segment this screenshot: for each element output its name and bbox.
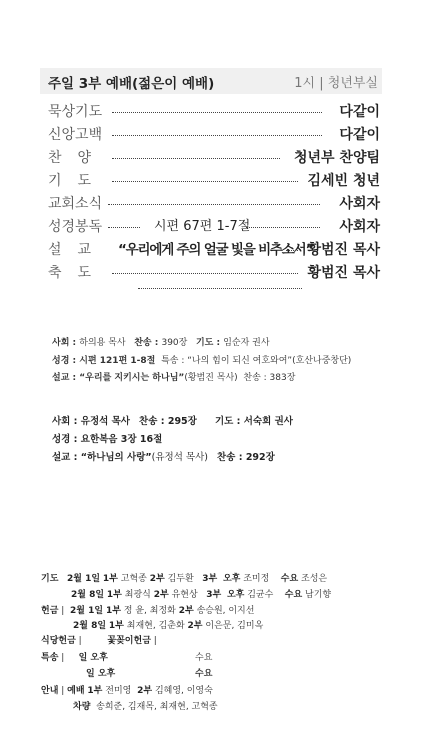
leader-dots: [108, 204, 320, 205]
block1-line: 설교 : “우리를 지키시는 하나님”(황범진 목사) 찬송 : 383장: [52, 373, 296, 383]
order-row: [48, 147, 380, 167]
order-leader: 황범진 목사: [307, 265, 380, 281]
order-label: 묵상기도: [48, 104, 103, 120]
order-label: 교회소식: [48, 196, 103, 212]
order-row: [48, 101, 380, 121]
order-row: [48, 193, 380, 213]
order-leader: 청년부 찬양팀: [293, 150, 380, 166]
order-label: 성경봉독: [48, 219, 103, 235]
leader-dots: [108, 227, 140, 228]
block1-line: 사회 : 하의용 목사 찬송 : 390장 기도 : 임순자 권사: [52, 338, 270, 348]
special-song-row: 특송 | 일 오후: [41, 653, 108, 663]
service-header: [40, 68, 382, 94]
leader-dots: [112, 158, 280, 159]
special-song-row: 일 오후: [86, 669, 116, 679]
order-label: 기도: [48, 173, 108, 189]
order-leader: 사회자: [339, 196, 380, 212]
block2-line: 사회 : 유정석 목사 찬송 : 295장 기도 : 서숙희 권사: [52, 416, 293, 427]
leader-dots: [246, 227, 320, 228]
meal-flower-row: 식당헌금 | 꽃꽂이헌금 |: [41, 636, 157, 646]
order-leader: 황범진 목사: [307, 242, 380, 258]
order-leader: 김세빈 청년: [307, 173, 380, 189]
special-song-wed: 수요: [195, 653, 213, 663]
leader-dots: [286, 250, 298, 251]
order-label: 축도: [48, 265, 108, 281]
order-leader: 다같이: [339, 104, 380, 120]
order-label: 신앙고백: [48, 127, 103, 143]
order-leader: 다같이: [339, 127, 380, 143]
guide-row: 안내 | 예배 1부 전미영 2부 김혜영, 이영숙: [41, 686, 213, 696]
order-row: [48, 124, 380, 144]
scripture-reference: 시편 67편 1-7절: [154, 219, 251, 234]
order-row: [48, 239, 380, 259]
sermon-title: “우리에게 주의 얼굴 빛을 비추소서”: [118, 242, 314, 258]
leader-dots: [112, 273, 298, 274]
offering-row: 2월 8일 1부 최재현, 김춘화 2부 이은문, 김미옥: [73, 621, 264, 631]
order-label: 찬양: [48, 150, 108, 166]
order-row: [48, 170, 380, 190]
block2-line: 설교 : “하나님의 사랑”(유정석 목사) 찬송 : 292장: [52, 452, 275, 463]
leader-dots: [112, 181, 298, 182]
service-title: 주일 3부 예배(젊은이 예배): [48, 76, 215, 92]
order-label: 설교: [48, 242, 108, 258]
order-leader: 사회자: [339, 219, 380, 235]
block1-line: 성경 : 시편 121편 1-8절 특송 : “나의 힘이 되신 여호와여”(호산나중창단): [52, 356, 352, 366]
guide-row: 차량 송희준, 김재목, 최재현, 고혁종: [73, 702, 218, 712]
order-row: [48, 216, 380, 236]
special-song-wed: 수요: [195, 669, 213, 679]
prayer-row: 기도 2월 1일 1부 고혁종 2부 김두환 3부 오후 조미정 수요 조성은: [41, 574, 328, 584]
offering-row: 헌금 | 2월 1일 1부 정 윤, 최정화 2부 송승원, 이지선: [41, 606, 255, 616]
leader-dots: [138, 288, 302, 289]
leader-dots: [112, 112, 322, 113]
service-time-place: 1시 | 청년부실: [294, 76, 378, 91]
leader-dots: [112, 135, 322, 136]
block2-line: 성경 : 요한복음 3장 16절: [52, 434, 163, 445]
prayer-row: 2월 8일 1부 최광식 2부 유현상 3부 오후 김균수 수요 남기향: [71, 590, 332, 600]
order-row: [48, 262, 380, 282]
